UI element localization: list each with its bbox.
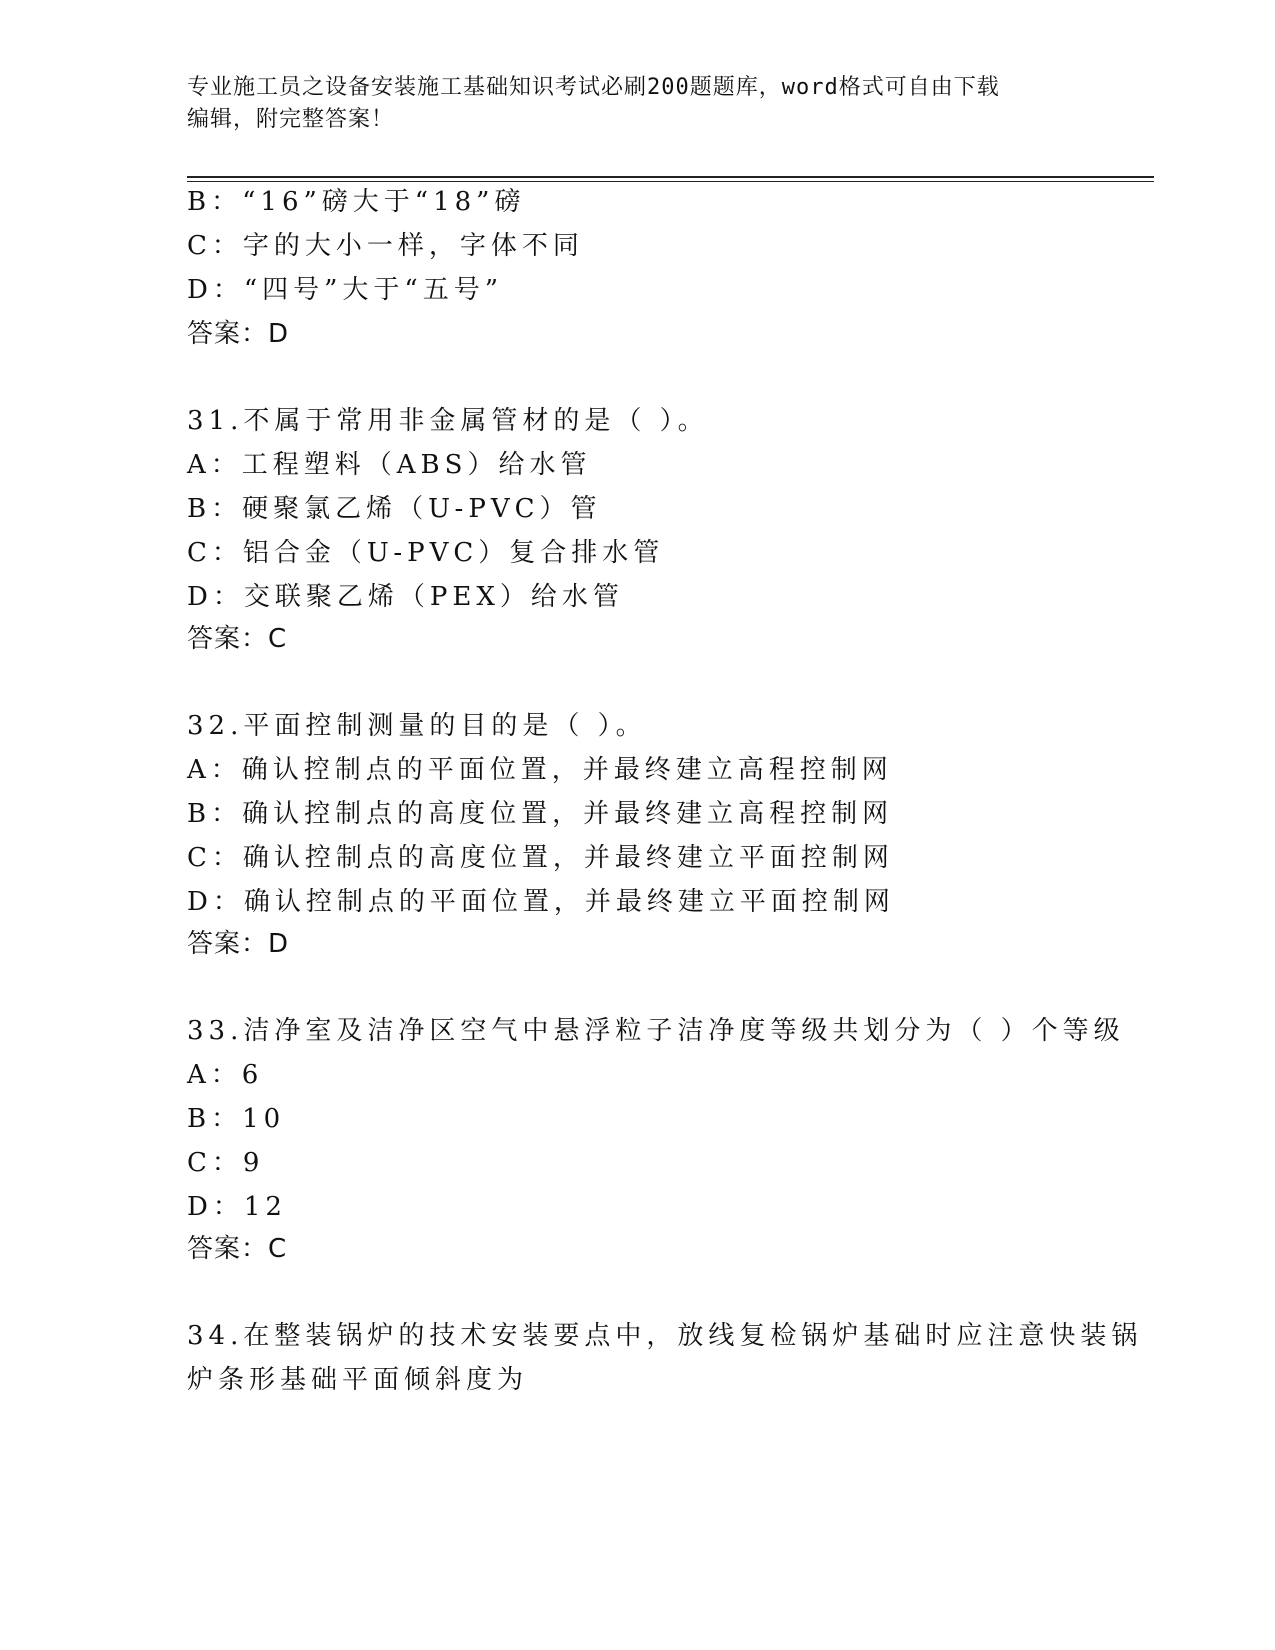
page-header: [187, 72, 1067, 136]
prev-option-d: D：“四号”大于“五号”: [187, 275, 504, 305]
q32-option-b: B：确认控制点的高度位置，并最终建立高程控制网: [187, 799, 894, 829]
q32-answer: 答案：D: [187, 929, 290, 959]
q31-option-c: C：铝合金（U-PVC）复合排水管: [187, 538, 665, 568]
q31-option-d: D：交联聚乙烯（PEX）给水管: [187, 582, 624, 612]
q34-stem-line-2: 炉条形基础平面倾斜度为: [187, 1365, 529, 1395]
q33-option-d: D：12: [187, 1192, 287, 1222]
q32-option-d: D：确认控制点的平面位置，并最终建立平面控制网: [187, 887, 895, 917]
header-divider: [187, 176, 1154, 182]
q33-option-c: C：9: [187, 1148, 265, 1178]
prev-option-c: C：字的大小一样，字体不同: [187, 231, 584, 261]
q33-option-a: A：6: [187, 1060, 264, 1090]
prev-answer: 答案：D: [187, 319, 290, 349]
q31-option-a: A：工程塑料（ABS）给水管: [187, 450, 592, 480]
q34-stem-line-1: 34.在整装锅炉的技术安装要点中，放线复检锅炉基础时应注意快装锅: [187, 1321, 1143, 1351]
q33-option-b: B：10: [187, 1104, 286, 1134]
prev-option-b: B：“16”磅大于“18”磅: [187, 187, 526, 217]
q32-option-c: C：确认控制点的高度位置，并最终建立平面控制网: [187, 843, 894, 873]
q32-stem: 32.平面控制测量的目的是（ ）。: [187, 711, 647, 741]
header-title-line-2: 编辑，附完整答案！: [187, 107, 395, 132]
q33-stem: 33.洁净室及洁净区空气中悬浮粒子洁净度等级共划分为（ ）个等级: [187, 1016, 1125, 1046]
q33-answer: 答案：C: [187, 1234, 288, 1264]
q31-answer: 答案：C: [187, 624, 288, 654]
header-title-line-1: 专业施工员之设备安装施工基础知识考试必刷200题题库，word格式可自由下载: [187, 75, 1000, 100]
q31-option-b: B：硬聚氯乙烯（U-PVC）管: [187, 494, 602, 524]
q32-option-a: A：确认控制点的平面位置，并最终建立高程控制网: [187, 755, 893, 785]
q31-stem: 31.不属于常用非金属管材的是（ ）。: [187, 406, 709, 436]
